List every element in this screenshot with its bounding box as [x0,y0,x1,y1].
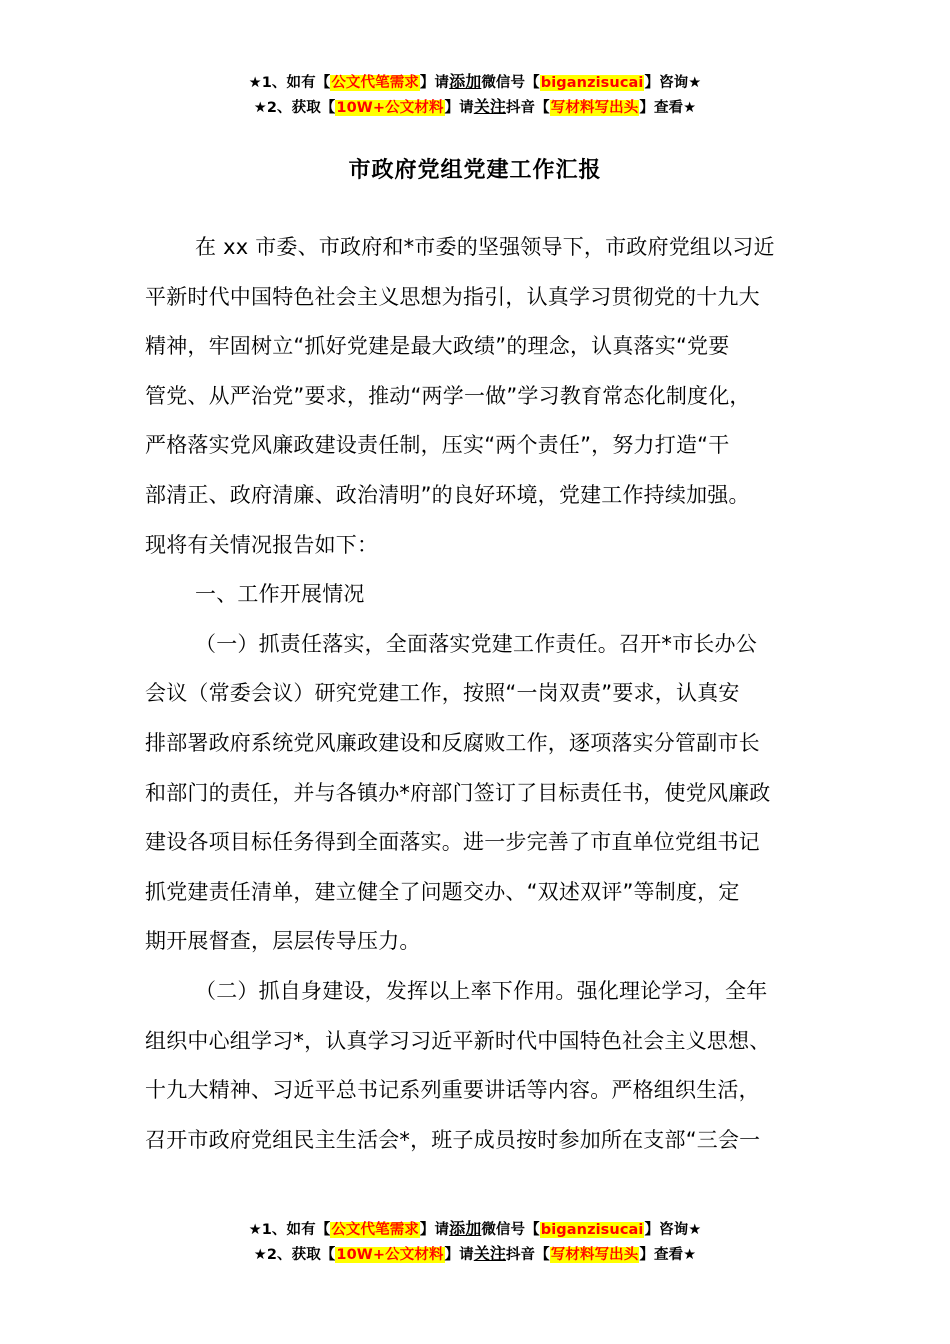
body-line: 精神，牢固树立“抓好党建是最大政绩”的理念，认真落实“党要 [145,334,730,359]
banner-text: ★1、如有【 [248,75,331,91]
body-line: 在 xx 市委、市政府和*市委的坚强领导下，市政府党组以习近 [195,235,775,259]
banner-text: ★2、获取【 [253,1247,336,1263]
body-line: 平新时代中国特色社会主义思想为指引，认真学习贯彻党的十九大 [145,284,760,309]
body-line: （一）抓责任落实，全面落实党建工作责任。召开*市长办公 [195,631,757,656]
body-line: 严格落实党风廉政建设责任制，压实“两个责任”，努力打造“干 [145,433,730,458]
body-line: 和部门的责任，并与各镇办*府部门签订了目标责任书，使党风廉政 [145,780,771,805]
banner-text: 抖音【 [505,100,550,116]
highlight-materials: 10W+公文材料 [336,100,444,116]
highlight-wechat-id: biganzisucai [540,1222,644,1238]
banner-line-1 [0,70,950,95]
document-title: 市政府党组党建工作汇报 [348,158,602,183]
body-line: 排部署政府系统党风廉政建设和反腐败工作，逐项落实分管副市长 [145,730,760,755]
body-line: 十九大精神、习近平总书记系列重要讲话等内容。严格组织生活， [145,1078,760,1103]
banner-line-2 [0,1242,950,1267]
banner-text: ★2、获取【 [253,100,336,116]
banner-text: 】请 [444,100,474,116]
body-line: （二）抓自身建设，发挥以上率下作用。强化理论学习，全年 [195,978,768,1003]
body-line: 建设各项目标任务得到全面落实。进一步完善了市直单位党组书记 [145,830,760,855]
body-line: 部清正、政府清廉、政治清明”的良好环境，党建工作持续加强。 [145,482,750,507]
highlight-service: 公文代笔需求 [331,75,419,91]
body-line: 管党、从严治党”要求，推动“两学一做”学习教育常态化制度化， [145,383,751,408]
bottom-ad-banner [0,1217,950,1267]
top-ad-banner [0,70,950,120]
banner-text: 】咨询★ [644,75,702,91]
body-line: 组织中心组学习*，认真学习习近平新时代中国特色社会主义思想、 [145,1028,771,1053]
banner-line-1 [0,1217,950,1242]
emphasis-follow: 关注 [473,97,506,116]
emphasis-add: 添加 [449,1219,482,1238]
banner-line-2 [0,95,950,120]
banner-text: 】请 [419,1222,450,1238]
body-line: 现将有关情况报告如下： [145,532,379,557]
body-line: 抓党建责任清单，建立健全了问题交办、“双述双评”等制度，定 [145,879,740,904]
banner-text: 抖音【 [505,1247,550,1263]
highlight-douyin: 写材料写出头 [550,100,639,116]
highlight-materials: 10W+公文材料 [336,1247,444,1263]
banner-text: ★1、如有【 [248,1222,331,1238]
body-line: 召开市政府党组民主生活会*，班子成员按时参加所在支部“三会一 [145,1127,761,1152]
banner-text: 】查看★ [639,1247,697,1263]
highlight-douyin: 写材料写出头 [550,1247,639,1263]
banner-text: 】咨询★ [644,1222,702,1238]
banner-text: 】请 [419,75,450,91]
emphasis-follow: 关注 [473,1244,506,1263]
highlight-service: 公文代笔需求 [331,1222,419,1238]
section-heading: 一、工作开展情况 [195,582,365,607]
banner-text: 】查看★ [639,100,697,116]
body-line: 会议（常委会议）研究党建工作，按照“一岗双责”要求，认真安 [145,681,740,706]
emphasis-add: 添加 [449,72,482,91]
banner-text: 】请 [444,1247,474,1263]
body-line: 期开展督查，层层传导压力。 [145,929,421,954]
document-body [145,223,807,1165]
banner-text: 微信号【 [481,1222,540,1238]
banner-text: 微信号【 [481,75,540,91]
highlight-wechat-id: biganzisucai [540,75,644,91]
